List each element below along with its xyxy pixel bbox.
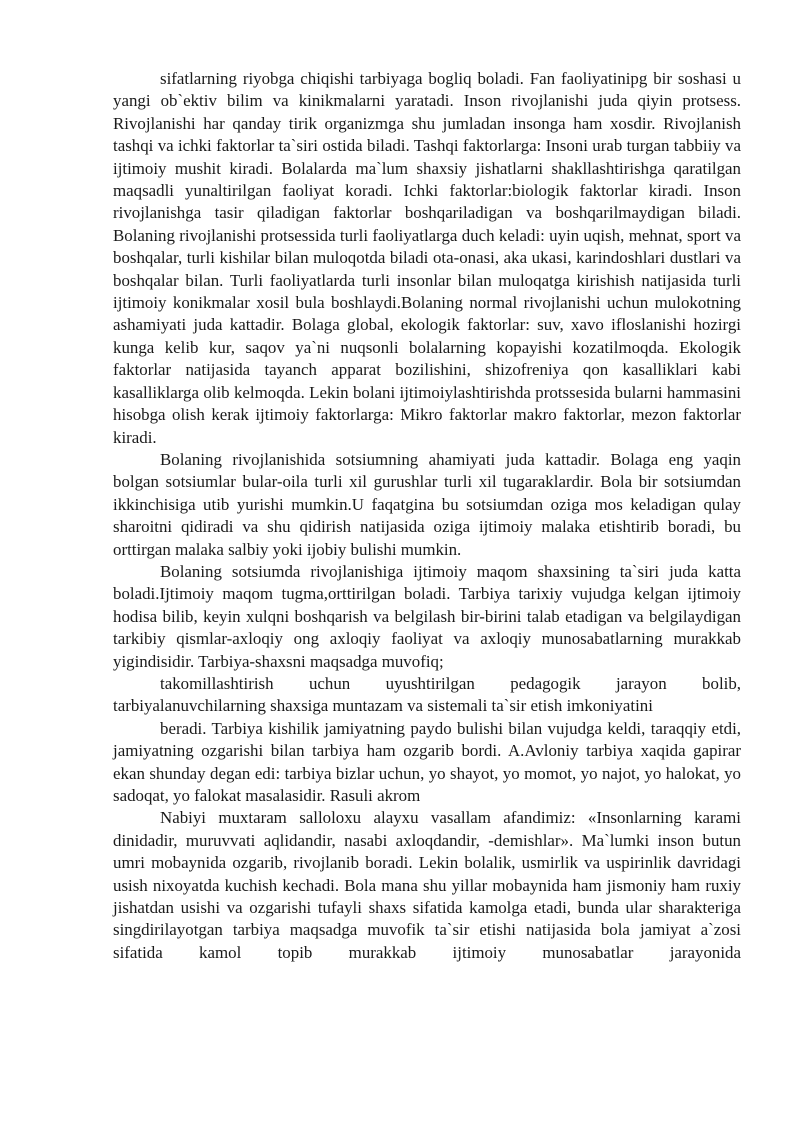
paragraph-4: takomillashtirish uchun uyushtirilgan pedagogik jarayon bolib, tarbiyalanuvchilarning shaxsiga muntazam va sistemali ta`sir etish imkoniyatini: [113, 673, 741, 716]
document-page: [113, 68, 741, 964]
paragraph-5: beradi. Tarbiya kishilik jamiyatning paydo bulishi bilan vujudga keldi, taraqqiy etdi, jamiyatning ozgarishi bilan tarbiya ham ozgarib bordi. A.Avloniy tarbiya xaqida gapirar ekan shunday degan edi: tarbiya bizlar uchun, yo shayot, yo momot, yo najot, yo halokat, yo sadoqat, yo falokat masalasidir. Rasuli akrom: [113, 718, 741, 805]
paragraph-2: Bolaning rivojlanishida sotsiumning ahamiyati juda kattadir. Bolaga eng yaqin bolgan sotsiumlar bular-oila turli xil gurushlar turli xil tugaraklardir. Bola bir sotsiumdan ikkinchisiga utib yurishi mumkin.U faqatgina bu sotsiumdan oziga mos keladigan qulay sharoitni qidiradi va shu qidirish natijasida oziga ijtimoiy malaka etishtirib boradi, bu orttirgan malaka salbiy yoki ijobiy bulishi mumkin.: [113, 449, 741, 559]
paragraph-6: Nabiyi muxtaram salloloxu alayxu vasallam afandimiz: «Insonlarning karami dinidadir, muruvvati aqlidandir, nasabi axloqdandir, -demishlar». Ma`lumki inson butun umri mobaynida ozgarib, rivojlanib boradi. Lekin bolalik, usmirlik va uspirinlik davridagi usish nixoyatda kuchish kechadi. Bola mana shu yillar mobaynida ham jismoniy ham ruxiy jishatdan usishi va ozgarishi tufayli shaxs sifatida kamolga etadi, bunda ular sharakteriga singdirilayotgan tarbiya maqsadga muvofik ta`sir etishi natijasida bola jamiyat a`zosi sifatida kamol topib murakkab ijtimoiy munosabatlar jarayonida: [113, 808, 741, 962]
paragraph-1: sifatlarning riyobga chiqishi tarbiyaga bogliq boladi. Fan faoliyatinipg bir soshasi u yangi ob`ektiv bilim va kinikmalarni yaratadi. Inson rivojlanishi juda qiyin protsess. Rivojlanishi har qanday tirik organizmga shu jumladan insonga ham xosdir. Rivojlanish tashqi va ichki faktorlar ta`siri ostida biladi. Tashqi faktorlarga: Insoni urab turgan tabbiiy va ijtimoiy mushit kiradi. Bolalarda ma`lum shaxsiy jishatlarni shakllashtirishga qaratilgan maqsadli yunaltirilgan faoliyat koradi. Ichki faktorlar:biologik faktorlar kiradi. Inson rivojlanishga tasir qiladigan faktorlar boshqariladigan va boshqarilmaydigan biladi. Bolaning rivojlanishi protsessida turli faoliyatlarga duch keladi: uyin uqish, mehnat, sport va boshqalar, turli kishilar bilan muloqotda biladi ota-onasi, aka ukasi, karindoshlari dustlari va boshqalar bilan. Turli faoliyatlarda turli insonlar bilan muloqatga kirishish natijasida turli ijtimoiy konikmalar xosil bula boshlaydi.Bolaning normal rivojlanishi uchun mulokotning ashamiyati juda kattadir. Bolaga global, ekologik faktorlar: suv, xavo ifloslanishi hozirgi kunga kelib kur, saqov ya`ni nuqsonli bolalarning kopayishi kozatilmoqda. Ekologik faktorlar natijasida tayanch apparat bozilishini, shizofreniya qon kasalliklari kabi kasalliklarga olib kelmoqda. Lekin bolani ijtimoiylashtirishda protssesida bularni hammasini hisobga olish kerak ijtimoiy faktorlarga: Mikro faktorlar makro faktorlar, mezon faktorlar kiradi.: [113, 69, 741, 447]
paragraph-3: Bolaning sotsiumda rivojlanishiga ijtimoiy maqom shaxsining ta`siri juda katta boladi.Ijtimoiy maqom tugma,orttirilgan boladi. Tarbiya tarixiy vujudga kelgan ijtimoiy hodisa bilib, keyin xulqni boshqarish va belgilash bir-birini talab etadigan va belgilaydigan tarkibiy qismlar-axloqiy ong axloqiy faoliyat va axloqiy munosabatlarning murakkab yigindisidir. Tarbiya-shaxsni maqsadga muvofiq;: [113, 561, 741, 671]
